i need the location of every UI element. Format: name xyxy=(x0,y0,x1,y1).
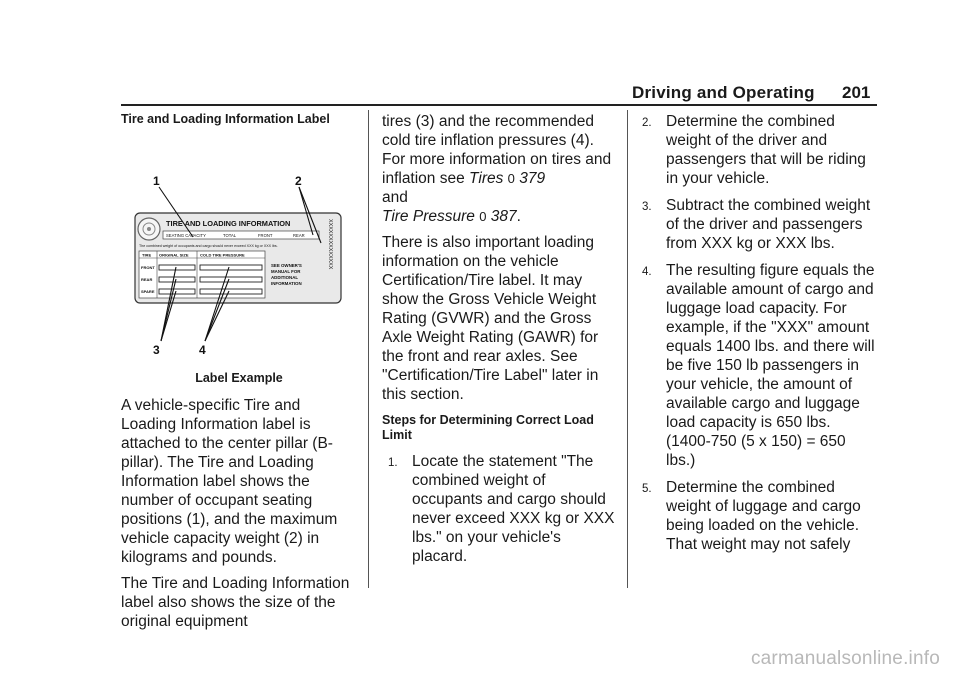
section-title: Driving and Operating xyxy=(632,83,815,102)
page-ref-arrow-icon: 0 xyxy=(479,209,487,224)
xref-label: Tire Pressure xyxy=(382,208,475,225)
see-owners-manual: SEE OWNER'S MANUAL FOR ADDITIONAL INFORMATION xyxy=(271,263,302,286)
step-number: 2. xyxy=(642,117,652,129)
row-rear: REAR xyxy=(141,277,153,282)
step-item xyxy=(640,112,876,188)
step-text: Determine the combined weight of the driver and passengers that will be riding in your vehicle. xyxy=(666,113,866,187)
xref-tires[interactable] xyxy=(469,170,545,187)
paragraph: There is also important loading information on the vehicle Certification/Tire label. It may show the Gross Vehicle Weight Rating (GVWR) and the Gross Axle Weight Rating (GAWR) for the front and rear axles. See "Certification/Tire Label" later in this section. xyxy=(382,234,599,403)
xref-page: 387 xyxy=(490,208,517,225)
figure-caption: Label Example xyxy=(195,371,283,385)
paragraph-text: tires (3) and the recommended cold tire inflation pressures (4). For more information on tires and inflation see xyxy=(382,113,612,187)
xref-page: 379 xyxy=(519,170,546,187)
label-title: TIRE AND LOADING INFORMATION xyxy=(166,219,291,228)
row-front: FRONT xyxy=(141,265,155,270)
step-number: 4. xyxy=(642,266,652,278)
page-ref-arrow-icon: 0 xyxy=(507,171,515,186)
column-divider-1 xyxy=(368,110,369,588)
seating-label: SEATING CAPACITY xyxy=(166,233,206,239)
tire-logo-icon xyxy=(138,218,160,240)
step-item xyxy=(386,452,616,566)
step-text: Locate the statement "The combined weight of occupants and cargo should never exceed XXX kg or XXX lbs." on your vehicle's placard. xyxy=(412,453,615,565)
col-cold-tire-pressure: COLD TIRE PRESSURE xyxy=(200,252,245,258)
barcode-strip: XXXXXXXXXXXXXX xyxy=(327,219,333,270)
callout-1: 1 xyxy=(153,174,160,188)
xref-label: Tires xyxy=(469,170,504,187)
column-divider-2 xyxy=(627,110,628,588)
seating-front: FRONT xyxy=(258,233,273,239)
callout-2: 2 xyxy=(295,174,302,188)
step-text: The resulting figure equals the available amount of cargo and luggage load capacity. For example, if the "XXX" amount equals 1400 lbs. and there will be five 150 lb passengers in your vehicle, the amount of available cargo and luggage load capacity is 650 lbs. (1400-750 (5 x 150) = 650 lbs.) xyxy=(666,262,875,469)
callout-3: 3 xyxy=(153,343,160,357)
col-original-size: ORIGINAL SIZE xyxy=(159,252,189,258)
step-number: 3. xyxy=(642,201,652,213)
section-heading: Tire and Loading Information Label xyxy=(121,112,330,126)
column-1 xyxy=(121,112,357,631)
step-item xyxy=(640,478,876,554)
callout-4: 4 xyxy=(199,343,206,357)
page-number: 201 xyxy=(842,83,871,102)
header-rule xyxy=(121,104,877,106)
blank-value-boxes xyxy=(159,265,262,294)
row-spare: SPARE xyxy=(141,289,155,294)
seating-rear: REAR xyxy=(293,233,305,239)
tire-label-figure xyxy=(121,171,351,359)
step-text: Subtract the combined weight of the driver and passengers from XXX kg or XXX lbs. xyxy=(666,197,871,252)
warning-line: The combined weight of occupants and cargo should never exceed XXX kg or XXX lbs. xyxy=(139,244,278,248)
column-2 xyxy=(382,112,616,566)
step-number: 5. xyxy=(642,483,652,495)
paragraph: tires (3) and the recommended cold tire inflation pressures (4). For more information on tires and inflation see Tires 0 379 and Tire Pressure 0 387. xyxy=(382,113,612,225)
step-number: 1. xyxy=(388,457,398,469)
step-item xyxy=(640,261,876,470)
and-text: and xyxy=(382,189,408,206)
column-3 xyxy=(640,112,876,554)
tire-label-illustration xyxy=(121,171,351,359)
xref-tire-pressure[interactable] xyxy=(382,208,517,225)
step-text: Determine the combined weight of luggage and cargo being loaded on the vehicle. That weight may not safely xyxy=(666,479,861,553)
paragraph: A vehicle-specific Tire and Loading Information label is attached to the center pillar (B-pillar). The Tire and Loading Information label shows the number of occupant seating positions (1), and the maximum vehicle capacity weight (2) in kilograms and pounds. xyxy=(121,397,338,566)
paragraph: The Tire and Loading Information label also shows the size of the original equipment xyxy=(121,575,350,630)
seating-total: TOTAL xyxy=(223,233,237,239)
step-item xyxy=(640,196,876,253)
steps-heading: Steps for Determining Correct Load Limit xyxy=(382,413,594,442)
watermark: carmanualsonline.info xyxy=(750,648,940,669)
col-tire: TIRE xyxy=(142,252,152,258)
